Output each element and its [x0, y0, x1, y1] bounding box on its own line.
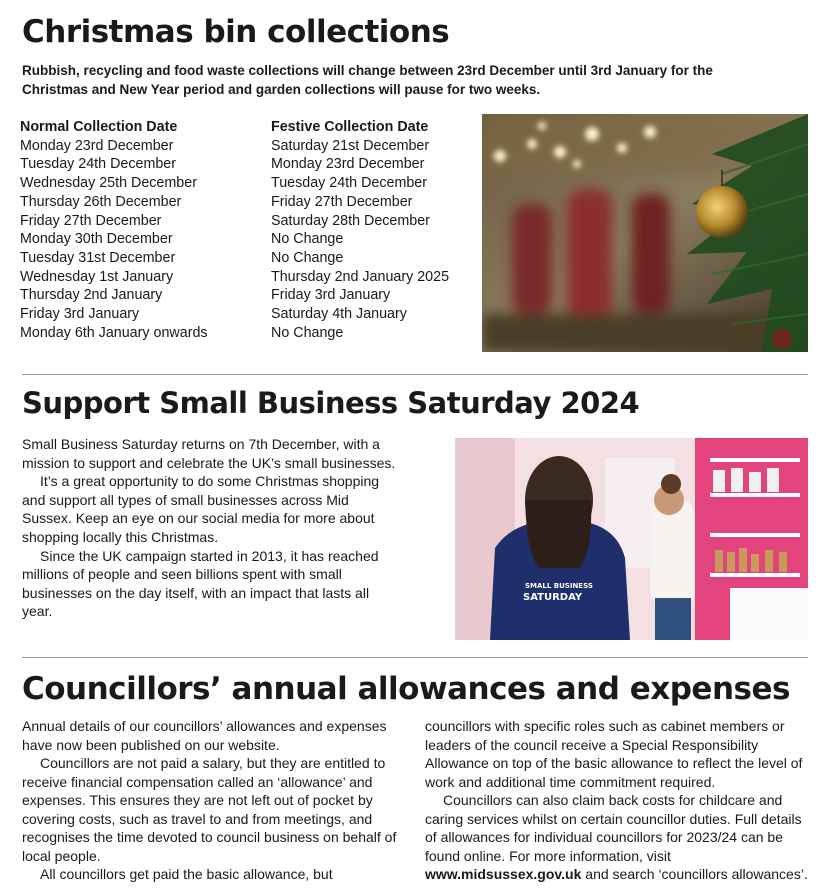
councillors-paragraph-tail: and search ‘councillors allowances’.: [581, 866, 808, 882]
festive-date: Thursday 2nd January 2025: [271, 268, 450, 285]
normal-dates-header: Normal Collection Date: [20, 119, 178, 135]
sbs-title: Support Small Business Saturday 2024: [22, 386, 640, 420]
festive-dates-header: Festive Collection Date: [271, 119, 429, 135]
councillors-paragraph: All councillors get paid the basic allowance, but: [40, 866, 333, 882]
normal-dates-column: [20, 118, 260, 342]
normal-date: Monday 30th December: [20, 231, 173, 248]
normal-date: Tuesday 24th December: [20, 156, 177, 173]
normal-date: Thursday 26th December: [20, 193, 182, 210]
festive-date: Saturday 28th December: [271, 212, 430, 229]
councillors-paragraph: [425, 791, 810, 884]
shop-illustration: [455, 438, 808, 640]
christmas-intro: Rubbish, recycling and food waste collections will change between 23rd December until 3rd January for the Christmas and New Year period and garden collections will pause for two weeks.: [22, 63, 713, 97]
shirt-text-2: SATURDAY: [523, 592, 583, 603]
councillors-title: Councillors’ annual allowances and expenses: [22, 671, 790, 707]
normal-date: Monday 23rd December: [20, 137, 174, 154]
normal-date: Wednesday 1st January: [20, 268, 174, 285]
festive-date: No Change: [271, 231, 344, 248]
sbs-paragraph: It’s a great opportunity to do some Christmas shopping and support all types of small businesses across Mid Sussex. Keep an eye on our social media for more about shopping locally this Christmas.: [22, 473, 380, 545]
sbs-paragraph: Since the UK campaign started in 2013, it has reached millions of people and seen billions spent with small businesses on the day itself, with an impact that lasts all year.: [22, 547, 379, 620]
normal-date: Friday 3rd January: [20, 306, 140, 323]
councillors-paragraph: Councillors are not paid a salary, but they are entitled to receive financial compensation called an ‘allowance’ and expenses. This ensures they are not left out of pocket by covering costs, such as travel to and from meetings, and recognises the time devoted to council business on behalf of local people.: [22, 755, 397, 864]
normal-date: Thursday 2nd January: [20, 287, 163, 304]
christmas-tree-illustration: [482, 114, 808, 352]
festive-date: Saturday 4th January: [271, 306, 407, 323]
festive-date: No Change: [271, 324, 344, 341]
normal-date: Friday 27th December: [20, 212, 162, 229]
festive-date: No Change: [271, 249, 344, 266]
shirt-text-1: SMALL BUSINESS: [525, 582, 593, 590]
website-link[interactable]: www.midsussex.gov.uk: [425, 866, 582, 882]
normal-date: Monday 6th January onwards: [20, 324, 208, 341]
festive-date: Friday 27th December: [271, 193, 413, 210]
normal-date: Tuesday 31st December: [20, 249, 176, 266]
festive-date: Tuesday 24th December: [271, 175, 428, 192]
councillors-paragraph: councillors with specific roles such as cabinet members or leaders of the council receive a Special Responsibility Allowance on top of the basic allowance to reflect the level of work and additional time commitment required.: [425, 718, 803, 790]
christmas-tree-photo: [482, 114, 808, 352]
sbs-paragraph: Small Business Saturday returns on 7th December, with a mission to support and celebrate the UK’s small businesses.: [22, 436, 396, 471]
festive-date: Saturday 21st December: [271, 137, 430, 154]
christmas-title: Christmas bin collections: [22, 14, 450, 50]
sbs-body: [22, 435, 397, 621]
councillors-paragraph-text: Councillors can also claim back costs for childcare and caring services whilst on certain councillor duties. Full details of allowances for individual councillors for 2023/24 can be found online. For more information, visit: [425, 792, 802, 864]
section-divider: [22, 657, 808, 658]
festive-dates-column: [271, 118, 481, 342]
festive-date: Friday 3rd January: [271, 287, 391, 304]
councillors-right-column: [425, 717, 810, 884]
section-divider: [22, 374, 808, 375]
small-business-photo: [455, 438, 808, 640]
normal-date: Wednesday 25th December: [20, 175, 197, 192]
festive-date: Monday 23rd December: [271, 156, 425, 173]
councillors-paragraph: Annual details of our councillors’ allowances and expenses have now been published on our website.: [22, 718, 387, 753]
councillors-left-column: [22, 717, 407, 884]
